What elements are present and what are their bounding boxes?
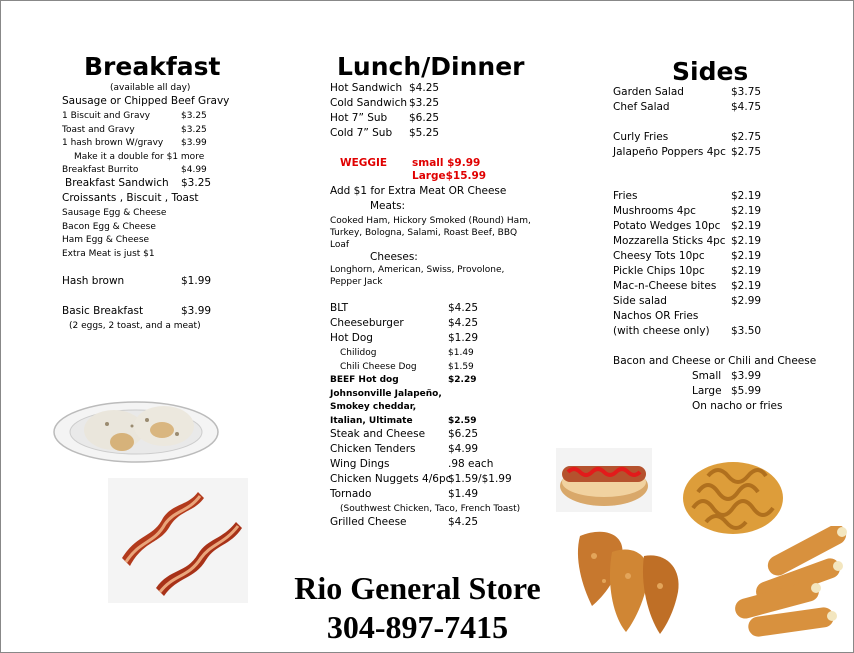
menu-item-price: $2.29 — [448, 375, 477, 385]
meats-list: Loaf — [330, 240, 350, 250]
menu-item-price: $1.59 — [448, 362, 474, 372]
menu-item-price: $6.25 — [409, 112, 440, 124]
menu-item-price: $1.99 — [181, 275, 212, 287]
store-phone: 304-897-7415 — [326, 609, 509, 645]
menu-item-name: Wing Dings — [330, 458, 390, 470]
menu-item-name: Breakfast Burrito — [62, 165, 139, 175]
menu-item-price: $6.25 — [448, 428, 479, 440]
menu-item-name: Basic Breakfast — [62, 305, 144, 317]
sides-title: Sides — [672, 57, 749, 86]
menu-item-price: $2.59 — [448, 416, 477, 426]
combo-item: Bacon Egg & Cheese — [62, 222, 156, 232]
size-price: $3.99 — [731, 370, 762, 382]
menu-item-name: Chicken Nuggets 4/6pc — [330, 473, 452, 485]
menu-item-name: Jalapeño Poppers 4pc — [613, 146, 726, 158]
meats-list: Turkey, Bologna, Salami, Roast Beef, BBQ — [330, 228, 518, 238]
menu-item-price: $1.49 — [448, 488, 479, 500]
menu-item-name: (with cheese only) — [613, 325, 710, 337]
menu-item-name: Side salad — [613, 295, 667, 307]
menu-item-name: Chef Salad — [613, 101, 670, 113]
menu-item-price: $4.25 — [448, 516, 479, 528]
double-note: Make it a double for $1 more — [74, 152, 205, 162]
menu-item-name: Hot Sandwich — [330, 82, 403, 94]
menu-item-name: Cold 7” Sub — [330, 127, 393, 139]
johnsonville-line: Smokey cheddar, — [330, 402, 417, 412]
meats-label: Meats: — [370, 200, 406, 212]
menu-item-price: $3.25 — [409, 97, 440, 109]
menu-item-price: $2.75 — [731, 131, 762, 143]
johnsonville-line: Johnsonville Jalapeño, — [330, 389, 442, 399]
menu-item-name: Tornado — [330, 488, 372, 500]
menu-item-name: BEEF Hot dog — [330, 375, 399, 385]
menu-item-price: $3.25 — [181, 111, 207, 121]
size-price: $5.99 — [731, 385, 762, 397]
menu-item-name: Hot Dog — [330, 332, 373, 344]
on-nacho-note: On nacho or fries — [692, 400, 783, 412]
menu-item-name: Cheesy Tots 10pc — [613, 250, 705, 262]
mozzarella-sticks-image — [724, 526, 850, 638]
menu-item-name: Mozzarella Sticks 4pc — [613, 235, 726, 247]
menu-item-price: $2.19 — [731, 280, 762, 292]
cheeses-label: Cheeses: — [370, 251, 418, 263]
menu-item-name: Cold Sandwich — [330, 97, 408, 109]
basic-note: (2 eggs, 2 toast, and a meat) — [69, 321, 201, 331]
menu-item-name: Italian, Ultimate — [330, 416, 413, 426]
menu-item-name: Steak and Cheese — [330, 428, 426, 440]
menu-item-price: $3.99 — [181, 138, 207, 148]
nachos-heading: Nachos OR Fries — [613, 310, 699, 322]
menu-item-name: Cheeseburger — [330, 317, 404, 329]
combo-item: Sausage Egg & Cheese — [62, 208, 167, 218]
cheeses-list: Pepper Jack — [330, 277, 383, 287]
menu-item-name: Curly Fries — [613, 131, 669, 143]
gravy-heading: Sausage or Chipped Beef Gravy — [62, 95, 230, 107]
menu-item-price: $4.25 — [409, 82, 440, 94]
hot-dog-image — [556, 448, 652, 512]
menu-item-price: $3.75 — [731, 86, 762, 98]
menu-item-price: $3.25 — [181, 177, 212, 189]
menu-item-price: $4.99 — [181, 165, 207, 175]
menu-item-price: $4.25 — [448, 317, 479, 329]
tornado-note: (Southwest Chicken, Taco, French Toast) — [340, 504, 521, 514]
menu-item-name: Chili Cheese Dog — [340, 362, 417, 372]
menu-item-price: $1.29 — [448, 332, 479, 344]
veggie-label: WEGGIE — [340, 157, 388, 169]
veggie-large-price: Large$15.99 — [412, 170, 487, 182]
meats-list: Cooked Ham, Hickory Smoked (Round) Ham, — [330, 216, 531, 226]
menu-item-name: 1 hash brown W/gravy — [62, 138, 164, 148]
bacon-cheese-heading: Bacon and Cheese or Chili and Cheese — [613, 355, 817, 367]
store-name: Rio General Store — [294, 570, 541, 606]
menu-item-price: $3.50 — [731, 325, 762, 337]
menu-item-price: $2.19 — [731, 235, 762, 247]
size-name: Small — [692, 370, 722, 382]
breakfast-title: Breakfast — [84, 52, 221, 81]
croissants-heading: Croissants , Biscuit , Toast — [62, 192, 199, 204]
menu-item-price: $3.99 — [181, 305, 212, 317]
menu-item-price: $2.75 — [731, 146, 762, 158]
menu-item-name: Toast and Gravy — [62, 125, 135, 135]
menu-item-name: Mushrooms 4pc — [613, 205, 696, 217]
menu-item-name: Breakfast Sandwich — [65, 177, 169, 189]
menu-item-price: $2.99 — [731, 295, 762, 307]
menu-item-price: $2.19 — [731, 220, 762, 232]
menu-item-price: $4.75 — [731, 101, 762, 113]
menu-item-price: .98 each — [448, 458, 494, 470]
combo-item: Ham Egg & Cheese — [62, 235, 150, 245]
menu-item-price: $1.59/$1.99 — [448, 473, 512, 485]
veggie-small-price: small $9.99 — [412, 157, 481, 169]
breakfast-subtitle: (available all day) — [110, 83, 191, 93]
menu-item-name: Hot 7” Sub — [330, 112, 388, 124]
menu-item-name: Hash brown — [62, 275, 125, 287]
lunch-dinner-title: Lunch/Dinner — [337, 52, 525, 81]
cheeses-list: Longhorn, American, Swiss, Provolone, — [330, 265, 505, 275]
biscuits-gravy-image — [52, 396, 220, 466]
menu-item-price: $3.25 — [181, 125, 207, 135]
menu-item-name: Fries — [613, 190, 638, 202]
menu-item-name: Grilled Cheese — [330, 516, 407, 528]
menu-item-name: Garden Salad — [613, 86, 684, 98]
size-name: Large — [692, 385, 722, 397]
menu-item-name: BLT — [330, 302, 349, 314]
menu-item-price: $2.19 — [731, 250, 762, 262]
menu-item-price: $2.19 — [731, 205, 762, 217]
menu-item-name: Chilidog — [340, 348, 377, 358]
menu-item-name: Mac-n-Cheese bites — [613, 280, 717, 292]
menu-item-price: $2.19 — [731, 190, 762, 202]
menu-item-name: 1 Biscuit and Gravy — [62, 111, 151, 121]
extra-meat-note: Extra Meat is just $1 — [62, 249, 155, 259]
menu-item-name: Pickle Chips 10pc — [613, 265, 705, 277]
extra-meat-cheese: Add $1 for Extra Meat OR Cheese — [330, 185, 507, 197]
menu-item-price: $5.25 — [409, 127, 440, 139]
menu-item-price: $1.49 — [448, 348, 474, 358]
menu-item-name: Chicken Tenders — [330, 443, 416, 455]
menu-item-price: $4.99 — [448, 443, 479, 455]
menu-item-name: Potato Wedges 10pc — [613, 220, 721, 232]
menu-item-price: $4.25 — [448, 302, 479, 314]
menu-item-price: $2.19 — [731, 265, 762, 277]
